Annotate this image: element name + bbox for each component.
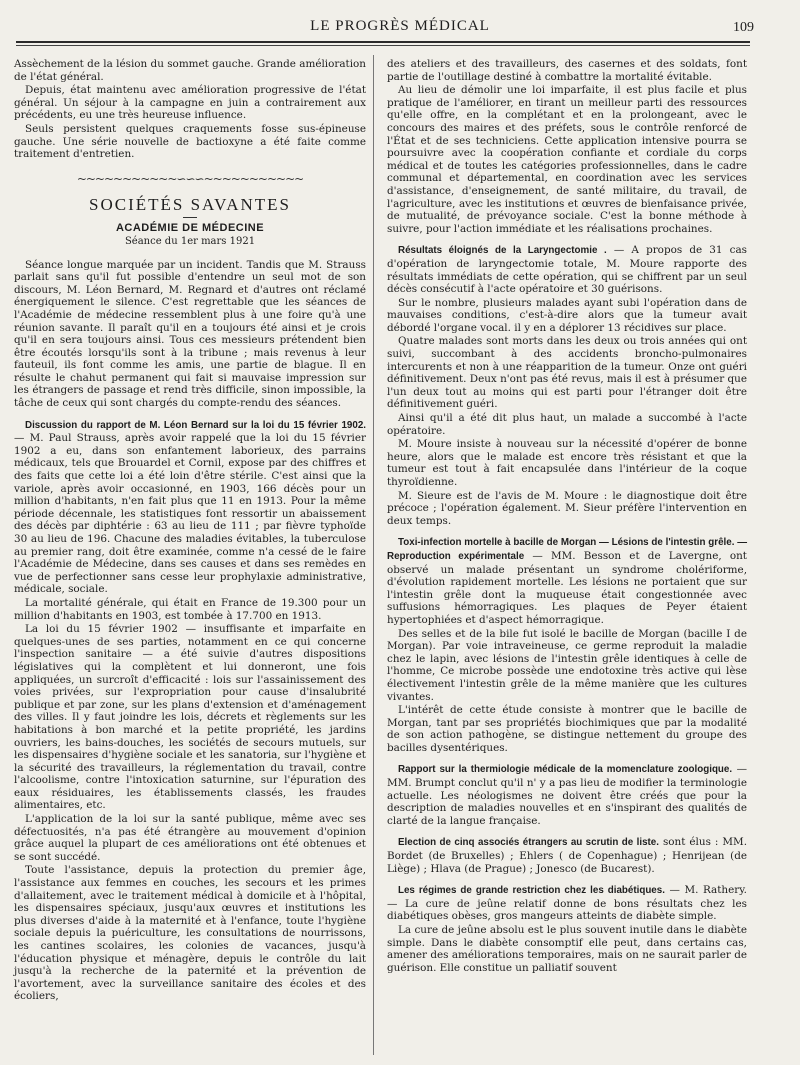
article-text: — M. Rathery. — La cure de jeûne relatif donne de bons résultats chez les diabétiques obèses, gros mangeurs atteints de diabète simple.: [387, 884, 747, 923]
paragraph: L'intérêt de cette étude consiste à montrer que le bacille de Morgan, tant par ses propriétés biochimiques que par la modalité de son action pathogène, se distingue nettement du groupe des bacilles dysentériques.: [387, 704, 747, 754]
paragraph: des ateliers et des travailleurs, des casernes et des soldats, font partie de l'outillage destiné à combattre la mortalité évitable.: [387, 58, 747, 83]
header-rule-thin: [16, 45, 750, 46]
article-paragraph: [387, 836, 747, 875]
paragraph: Séance longue marquée par un incident. Tandis que M. Strauss parlait sans qu'il fut possible d'entendre un seul mot de son discours, M. Léon Bernard, M. Regnard et d'autres ont réclamé énergiquement le silence. C'est regrettable que les séances de l'Académie de médecine ressemblent plus à une foire qu'à une réunion savante. Il paraît qu'il en a toujours été ainsi et je crois qu'il en sera toujours ainsi. Tous ces messieurs prétendent bien être écoutés lorsqu'ils sont à la tribune ; mais revenus à leur fauteuil, ils font comme les amis, une partie de blague. Il en résulte le chahut permanent qui fait si mauvaise impression sur les étrangers de passage et rend très difficile, sinon impossible, la tâche de ceux qui sont chargés du compte-rendu des séances.: [14, 258, 366, 410]
paragraph: Assèchement de la lésion du sommet gauche. Grande amélioration de l'état général.: [14, 58, 366, 83]
article-text: — M. Paul Strauss, après avoir rappelé que la loi du 15 février 1902 a eu, dans son enfantement laborieux, des parrains médicaux, tels que Brouardel et Cornil, expose par des chiffres et des faits que cette loi a été loin d'être stérile. C'est ainsi que la variole, après avoir occasionné, en 1903, 166 décès pour un million d'habitants, n'en fait plus que 11 en 1913. Pour la même période décennale, les statistiques font ressortir un abaissement des décès par diphtérie : 63 au lieu de 111 ; par fièvre typhoïde 30 au lieu de 196. Chacune des maladies évitables, la tuberculose au premier rang, doit être examinée, comme n'a cessé de le faire l'Académie de Médecine, dans ses causes et dans ses remèdes en vue de perfectionner sans cesse leur prophylaxie administrative, médicale, sociale.: [14, 432, 366, 596]
paragraph: Toute l'assistance, depuis la protection du premier âge, l'assistance aux femmes en couches, les secours et les primes d'allaitement, avec le traitement médical à domicile et à l'hôpital, les dispensaires spéciaux, jusqu'aux œuvres et institutions les plus diverses d'aide à la maternité et à l'enfance, toute l'hygiène sociale depuis la puériculture, les consultations de nourrissons, les cantines scolaires, les colonies de vacances, jusqu'à l'éducation physique et ménagère, depuis le contrôle du lait jusqu'à la recherche de la paternité et la prévention de l'avortement, avec la surveillance sanitaire des écoles et des écoliers,: [14, 864, 366, 1003]
article-title: Election de cinq associés étrangers au scrutin de liste.: [398, 837, 659, 849]
article-title: Les régimes de grande restriction chez les diabétiques.: [398, 885, 665, 897]
article-text: sont élus : MM. Bordet (de Bruxelles) ; Ehlers ( de Copenhague) ; Henrijean (de Liège) ; Hlava (de Prague) ; Jonesco (de Bucarest).: [387, 836, 747, 875]
paragraph: Depuis, état maintenu avec amélioration progressive de l'état général. Un séjour à la campagne en juin a contrairement aux précédents, eu une très heureuse influence.: [14, 84, 366, 122]
header-rule: [16, 41, 750, 43]
left-column: [14, 58, 366, 1004]
paragraph: M. Moure insiste à nouveau sur la nécessité d'opérer de bonne heure, alors que le malade est encore très résistant et que la tumeur est tout à fait encapsulée dans l'intérieur de la coque thyroïdienne.: [387, 438, 747, 488]
journal-title: LE PROGRÈS MÉDICAL: [310, 18, 490, 34]
article-text: — MM. Besson et de Lavergne, ont observé un malade présentant un syndrome cholériforme, d'évolution rapidement mortelle. Les lésions ne portaient que sur l'intestin grêle dont la muqueuse était congestionnée avec suffusions hémorragiques. Les plaques de Peyer étaient hypertophiées et d'aspect hémorragique.: [387, 549, 747, 626]
session-date: Séance du 1er mars 1921: [124, 235, 256, 247]
paragraph: La mortalité générale, qui était en France de 19.300 pour un million d'habitants en 1903, est tombée à 17.700 en 1913.: [14, 596, 366, 622]
academy-heading: ACADÉMIE DE MÉDECINE: [115, 222, 265, 235]
article-paragraph: [387, 536, 747, 626]
article-paragraph: [387, 884, 747, 923]
column-divider: [373, 55, 374, 1055]
paragraph: L'application de la loi sur la santé publique, même avec ses défectuosités, n'a pas été étrangère au mouvement d'opinion grâce auquel la plupart de ces améliorations ont été obtenues et se sont succédé.: [14, 813, 366, 863]
section-title: SOCIÉTÉS SAVANTES: [89, 195, 291, 215]
page-number: 109: [733, 20, 754, 35]
article-title: Discussion du rapport de M. Léon Bernard sur la loi du 15 février 1902.: [25, 419, 366, 431]
ornament-divider: ~~~~~~~~~~~∽∽∽~~~~~~~~~~~: [76, 171, 304, 186]
paragraph: Seuls persistent quelques craquements fosse sus-épineuse gauche. Une série nouvelle de bactioxyne a été faite comme traitement d'entretien.: [14, 122, 366, 161]
article-title: Résultats éloignés de la Laryngectomie .: [398, 245, 607, 257]
article-title: Rapport sur la thermiologie médicale de la momenclature zoologique.: [398, 764, 733, 776]
running-header: [0, 18, 800, 38]
article-paragraph: [14, 419, 366, 596]
paragraph: M. Sieure est de l'avis de M. Moure : le diagnostique doit être précoce ; l'opération également. M. Sieur préfère l'intervention en deux temps.: [387, 489, 747, 527]
title-rule: [183, 217, 197, 218]
article-paragraph: [387, 244, 747, 295]
paragraph: Ainsi qu'il a été dit plus haut, un malade a succombé à l'acte opératoire.: [387, 412, 747, 437]
paragraph: Quatre malades sont morts dans les deux ou trois années qui ont suivi, succombant à des accidents broncho-pulmonaires intercurents et non à une réapparition de la tumeur. Onze ont guéri définitivement. Deux n'ont pas été revus, mais il est à présumer que l'un deux tout au moins qui est parti pour l'étranger doit être définitivement guéri.: [387, 335, 747, 411]
paragraph: Au lieu de démolir une loi imparfaite, il est plus facile et plus pratique de l'améliorer, en tirant un meilleur parti des ressources qu'elle offre, en la complétant et en la prolongeant, avec le concours des maires et des préfets, sous le contrôle renforcé de l'État et de ses techniciens. Cette application intensive pourra se poursuivre avec la coopération confiante et cordiale du corps médical et de toutes les catégories professionnelles, dans le cadre communal et départemental, en coordination avec les services d'assistance, d'enseignement, de santé militaire, du travail, de l'agriculture, avec les institutions et œuvres de bienfaisance privée, de mutualité, de prévoyance sociale. C'est la bonne méthode à suivre, pour l'action immédiate et les réalisations prochaines.: [387, 84, 747, 235]
paragraph: Des selles et de la bile fut isolé le bacille de Morgan (bacille I de Morgan). Par voie intraveineuse, ce germe reproduit la maladie chez le lapin, avec lésions de l'intestin grêle identiques à celle de l'homme, Ce microbe possède une endotoxine très active qui lèse électivement l'intestin grêle de la même manière que les cultures vivantes.: [387, 627, 747, 703]
article-text: — A propos de 31 cas d'opération de laryngectomie totale, M. Moure rapporte des résultats immédiats de cette opération, qui se chiffrent par un seul décès consécutif à l'acte opératoire et 30 guérisons.: [387, 244, 748, 296]
paragraph: Sur le nombre, plusieurs malades ayant subi l'opération dans de mauvaises conditions, c'est-à-dire alors que la tumeur avait débordé l'organe vocal. il y en a déplorer 13 récidives sur place.: [387, 296, 747, 334]
right-column: [387, 58, 747, 975]
paragraph: La loi du 15 février 1902 — insuffisante et imparfaite en quelques-unes de ses parties, notamment en ce qui concerne l'inspection sanitaire — a été suivie d'autres dispositions législatives qui la complètent et lui donneront, une fois appliquées, un surcroît d'efficacité : lois sur l'assainissement des voies privées, sur l'expropriation pour cause d'insalubrité publique et par zone, sur les plans d'extension et d'aménagement des villes. Il y faut joindre les lois, décrets et règlements sur les habitations à bon marché et la petite propriété, les jardins ouvriers, les bains-douches, les sociétés de secours mutuels, sur les dispensaires d'hygiène sociale et les sanatoria, sur l'hygiène et la sécurité des travailleurs, la réglementation du travail, contre l'alcoolisme, contre l'intoxication saturnine, sur l'épuration des eaux résiduaires, les établissements classés, les fraudes alimentaires, etc.: [14, 623, 366, 812]
article-title: Toxi-infection mortelle à bacille de Morgan — Lésions de l'intestin grêle. — Reproduction expérimentale: [387, 537, 747, 562]
paragraph: La cure de jeûne absolu est le plus souvent inutile dans le diabète simple. Dans le diabète consomptif elle peut, dans certains cas, amener des améliorations temporaires, mais on ne saurait parler de guérison. Elle constitue un palliatif souvent: [387, 924, 747, 974]
article-paragraph: [387, 763, 747, 827]
article-text: — MM. Brumpt conclut qu'il n' y a pas lieu de modifier la terminologie actuelle. Les néologismes ne doivent être créés que pour la description de maladies nouvelles et en s'inspirant des qualités de clarté de la langue française.: [387, 763, 747, 827]
